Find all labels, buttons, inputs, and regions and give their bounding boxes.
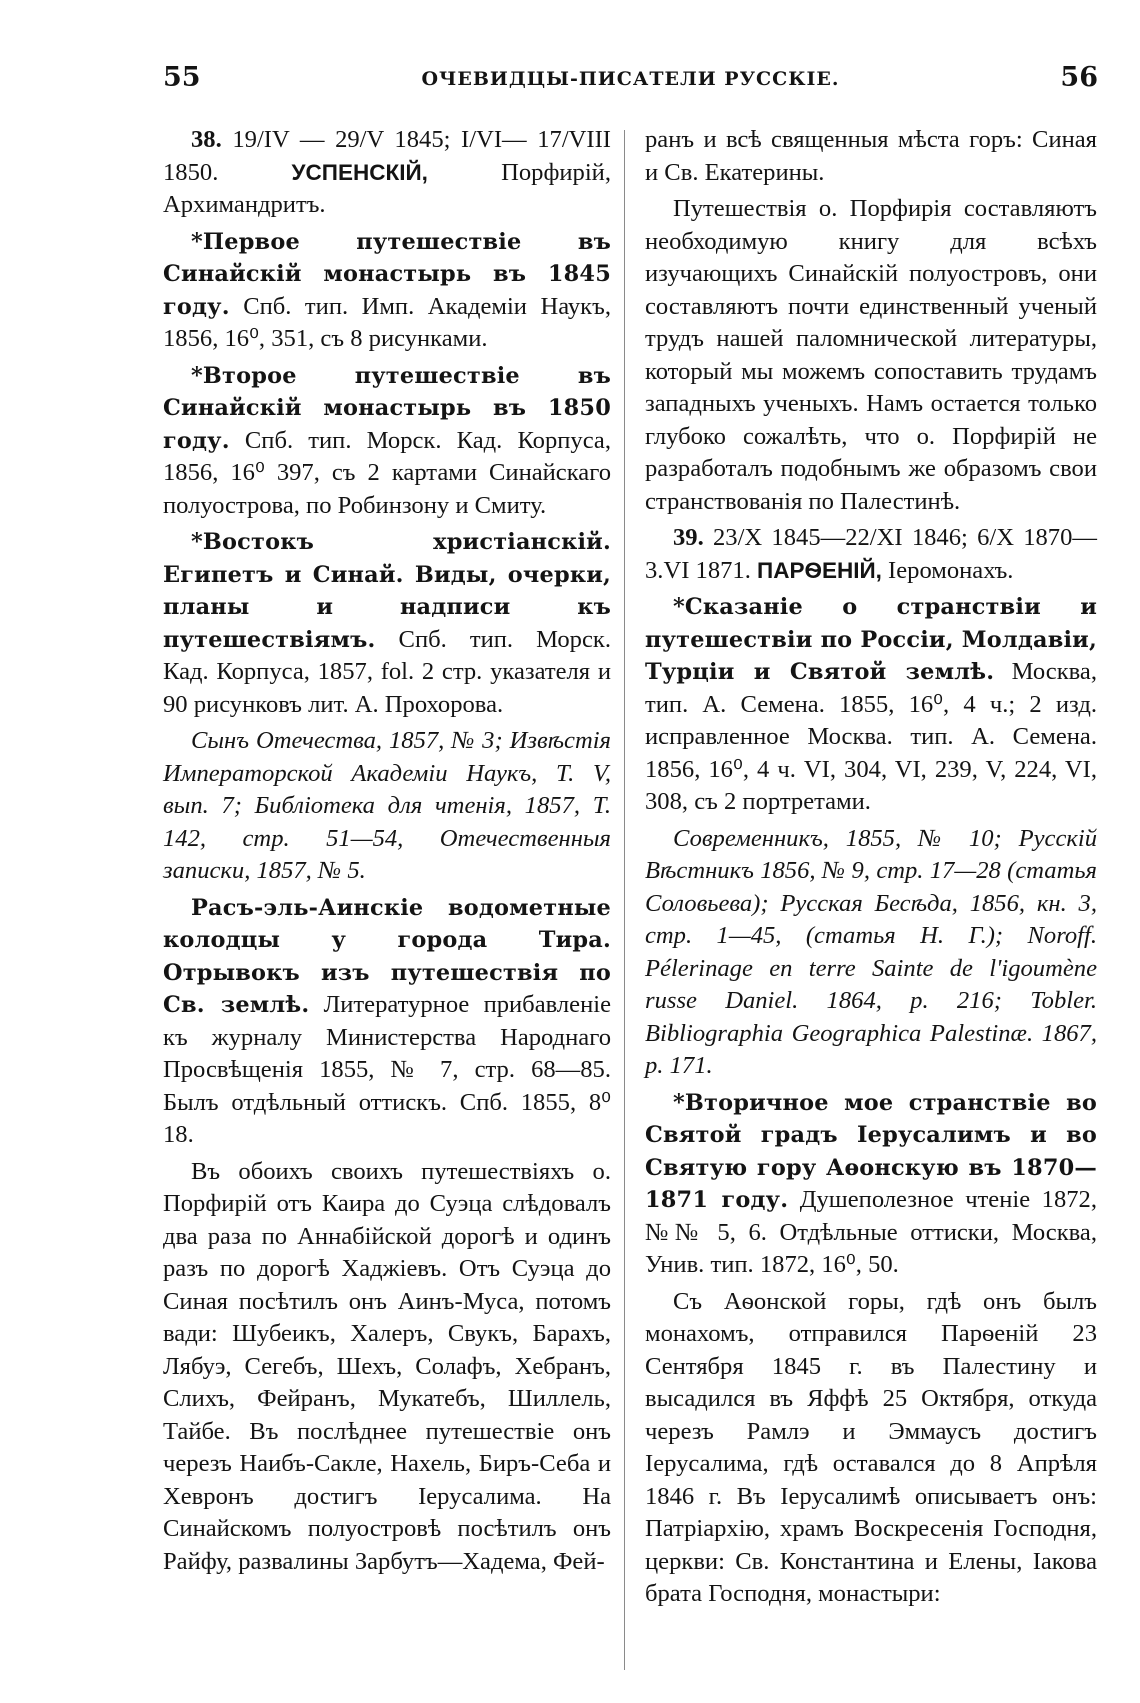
work-details: Душеполезное чтеніе 1872, №№ 5, 6. Отдѣльные оттиски, Москва, Унив. тип. 1872, 16⁰, 50. (645, 1186, 1097, 1278)
work-title: *Второе путешествіе въ Синайскій монастырь въ 1850 году. (163, 362, 611, 454)
author-rest: Іеромонахъ. (881, 556, 1014, 584)
left-column (163, 124, 611, 1582)
work-entry (645, 1087, 1097, 1282)
work-entry (163, 526, 611, 721)
author-name: ПАРѲЕНІЙ, (757, 557, 882, 583)
work-entry (163, 892, 611, 1152)
entry-38-heading (163, 124, 611, 222)
work-title: *Вторичное мое странствіе во Святой градъ Іерусалимъ и во Святую гору Аѳонскую въ 1870—1871 году. (645, 1089, 1097, 1213)
body-paragraph: Путешествія о. Порфирія составляютъ необходимую книгу для всѣхъ изучающихъ Синайскій полуостровъ, они составляютъ почти единственный ученый трудъ нашей паломнической литературы, который мы можемъ сопоставить трудамъ западныхъ ученыхъ. Намъ остается только глубоко сожалѣть, что о. Порфирій не разработалъ подобнымъ же образомъ свои странствованія по Палестинѣ. (645, 195, 1097, 515)
right-column (645, 124, 1097, 1615)
author-name: УСПЕНСКІЙ, (291, 159, 428, 185)
running-header (163, 62, 1098, 102)
body-paragraph: Съ Аѳонской горы, гдѣ онъ былъ монахомъ, отправился Парѳеній 23 Сентября 1845 г. въ Палестину и высадился въ Яффѣ 25 Октября, откуда черезъ Рамлэ и Эммаусъ достигъ Іерусалима, гдѣ оставался до 8 Апрѣля 1846 г. Въ Іерусалимѣ описываетъ онъ: Патріархію, храмъ Воскресенія Господня, церкви: Св. Константина и Елены, Іакова брата Господня, монастыри: (645, 1287, 1097, 1607)
work-entry (645, 591, 1097, 819)
work-title: *Первое путешествіе въ Синайскій монастырь въ 1845 году. (163, 228, 611, 320)
entry-39-heading (645, 522, 1097, 587)
work-title: Расъ-эль-Аинскіе водометные колодцы у города Тира. Отрывокъ изъ путешествія по Св. землѣ. (163, 894, 611, 1018)
work-entry (163, 226, 611, 356)
work-details: Спб. тип. Морск. Кад. Корпуса, 1856, 16⁰ 397, съ 2 картами Синайскаго полуострова, по Робинзону и Смиту. (163, 426, 611, 519)
entry-number: 39. (673, 524, 704, 551)
work-details: Спб. тип. Морск. Кад. Корпуса, 1857, fol. 2 стр. указателя и 90 рисунковъ лит. А. Прохорова. (163, 625, 611, 718)
page-number-right: 56 (1060, 62, 1098, 93)
references: Сынъ Отечества, 1857, № 3; Извѣстія Императорской Академіи Наукъ, Т. V, вып. 7; Библіотека для чтенія, 1857, Т. 142, стр. 51—54, Отечественныя записки, 1857, № 5. (163, 727, 611, 884)
work-title: *Востокъ христіанскій. Египетъ и Синай. Виды, очерки, планы и надписи къ путешествіямъ. (163, 529, 611, 653)
page-number-left: 55 (163, 62, 201, 93)
author-rest: Порфирій, Архимандритъ. (163, 158, 611, 218)
running-title: ОЧЕВИДЦЫ-ПИСАТЕЛИ РУССКІЕ. (421, 68, 840, 90)
work-details: Литературное прибавленіе къ журналу Министерства Народнаго Просвѣщенія 1855, № 7, стр. 68—85. Былъ отдѣльный оттискъ. Спб. 1855, 8⁰ 18. (163, 991, 612, 1148)
work-details: Москва, тип. А. Семена. 1855, 16⁰, 4 ч.; 2 изд. исправленное Москва. тип. А. Семена. 1856, 16⁰, 4 ч. VI, 304, VI, 239, V, 224, VI, 308, съ 2 портретами. (645, 658, 1097, 815)
column-divider (624, 130, 625, 1670)
references: Современникъ, 1855, № 10; Русскій Вѣстникъ 1856, № 9, стр. 17—28 (статья Соловьева); Русская Бесѣда, 1856, кн. 3, стр. 1—45, (статья Н. Г.); Noroff. Pélerinage en terre Sainte de l'igoumène russe Daniel. 1864, p. 216; Tobler. Bibliographia Geographica Palestinæ. 1867, p. 171. (645, 824, 1097, 1079)
work-entry (163, 360, 611, 523)
entry-dates: 23/X 1845—22/XI 1846; 6/X 1870—3.VI 1871. (645, 524, 1097, 584)
work-title: *Сказаніе о странствіи и путешествіи по Россіи, Молдавіи, Турціи и Святой землѣ. (645, 594, 1097, 685)
entry-dates: 19/IV — 29/V 1845; I/VI— 17/VIII 1850. (163, 126, 611, 186)
body-paragraph-continued: ранъ и всѣ священныя мѣста горъ: Синая и Св. Екатерины. (645, 126, 1097, 186)
body-paragraph: Въ обоихъ своихъ путешествіяхъ о. Порфирій отъ Каира до Суэца слѣдовалъ два раза по Аннабійской дорогѣ и одинъ разъ по дорогѣ Хаджіевъ. Отъ Суэца до Синая посѣтилъ онъ Аинъ-Муса, потомъ вади: Шубеикъ, Халеръ, Свукъ, Барахъ, Лябуэ, Сегебъ, Шехъ, Солафъ, Хебранъ, Слихъ, Фейранъ, Мукатебъ, Шиллель, Тайбе. Въ послѣднее путешествіе онъ черезъ Наибъ-Сакле, Нахель, Биръ-Себа и Хевронъ достигъ Іерусалима. На Синайскомъ полуостровѣ посѣтилъ онъ Райфу, развалины Зарбутъ—Хадема, Фей- (163, 1157, 611, 1575)
work-details: Спб. тип. Имп. Академіи Наукъ, 1856, 16⁰, 351, съ 8 рисунками. (163, 292, 611, 352)
entry-number: 38. (191, 126, 222, 153)
